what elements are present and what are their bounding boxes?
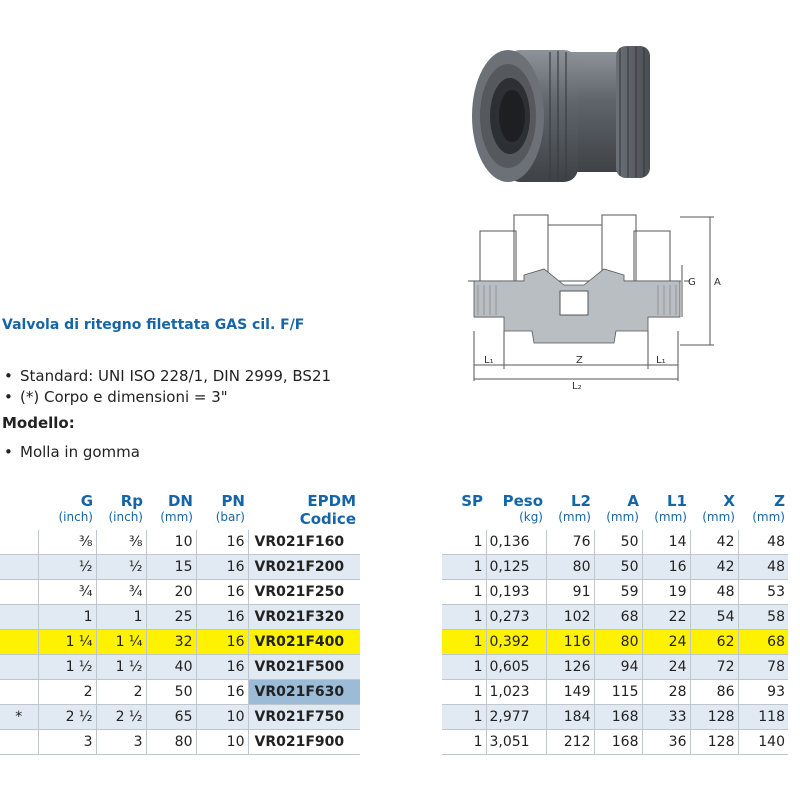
table-cell: 1 ¼ bbox=[38, 630, 96, 655]
table-cell: 22 bbox=[642, 605, 690, 630]
col-header-g: G bbox=[80, 492, 93, 510]
codice-cell: VR021F250 bbox=[248, 580, 360, 605]
right-spec-table bbox=[442, 490, 788, 755]
table-cell: 80 bbox=[546, 555, 594, 580]
table-row bbox=[442, 730, 788, 755]
list-item: • Molla in gomma bbox=[2, 442, 140, 463]
col-header-epdm: EPDM bbox=[307, 492, 356, 510]
table-cell: 2 ½ bbox=[96, 705, 146, 730]
table-cell: 1 bbox=[442, 530, 486, 555]
table-cell: 48 bbox=[738, 555, 788, 580]
table-cell bbox=[0, 630, 38, 655]
unit-a: (mm) bbox=[606, 510, 639, 524]
product-title: Valvola di ritegno filettata GAS cil. F/F bbox=[2, 317, 305, 333]
table-cell bbox=[0, 605, 38, 630]
table-cell: 1 bbox=[442, 555, 486, 580]
table-cell: 20 bbox=[146, 580, 196, 605]
table-cell: 19 bbox=[642, 580, 690, 605]
col-header-l2: L2 bbox=[571, 492, 591, 510]
table-cell: 1 ½ bbox=[38, 655, 96, 680]
table-cell: ⅜ bbox=[38, 530, 96, 555]
table-cell: 16 bbox=[196, 680, 248, 705]
table-row bbox=[0, 680, 360, 705]
table-cell: 94 bbox=[594, 655, 642, 680]
unit-rp: (inch) bbox=[108, 510, 143, 524]
table-cell: 16 bbox=[642, 555, 690, 580]
table-cell: 54 bbox=[690, 605, 738, 630]
table-cell: 68 bbox=[594, 605, 642, 630]
table-row bbox=[442, 580, 788, 605]
table-cell: 1 bbox=[38, 605, 96, 630]
technical-drawing bbox=[464, 205, 730, 390]
table-cell: 1,023 bbox=[486, 680, 546, 705]
table-cell bbox=[0, 730, 38, 755]
table-cell: 128 bbox=[690, 730, 738, 755]
col-header-pn: PN bbox=[221, 492, 245, 510]
table-cell: 24 bbox=[642, 655, 690, 680]
col-header-l1: L1 bbox=[667, 492, 687, 510]
col-header-dn: DN bbox=[167, 492, 193, 510]
col-header-mark bbox=[0, 490, 38, 510]
table-row bbox=[0, 530, 360, 555]
unit-g: (inch) bbox=[58, 510, 93, 524]
table-row bbox=[0, 705, 360, 730]
table-row bbox=[0, 655, 360, 680]
table-cell: 1 bbox=[96, 605, 146, 630]
header-row bbox=[442, 490, 788, 510]
table-cell bbox=[0, 530, 38, 555]
col-header-rp: Rp bbox=[120, 492, 143, 510]
svg-text:L₁: L₁ bbox=[484, 355, 494, 366]
table-cell: 0,125 bbox=[486, 555, 546, 580]
table-cell: 0,193 bbox=[486, 580, 546, 605]
table-cell: 16 bbox=[196, 605, 248, 630]
table-cell: ¾ bbox=[96, 580, 146, 605]
unit-codice: Codice bbox=[299, 510, 356, 528]
table-row bbox=[442, 555, 788, 580]
table-cell: 168 bbox=[594, 705, 642, 730]
table-row bbox=[442, 680, 788, 705]
svg-text:L₁: L₁ bbox=[656, 355, 666, 366]
svg-text:G: G bbox=[688, 277, 696, 288]
table-cell: ¾ bbox=[38, 580, 96, 605]
left-spec-table bbox=[0, 490, 360, 755]
table-cell bbox=[0, 655, 38, 680]
table-row bbox=[0, 730, 360, 755]
unit-row bbox=[0, 510, 360, 530]
col-header-sp: SP bbox=[461, 492, 483, 510]
list-item: • Standard: UNI ISO 228/1, DIN 2999, BS21 bbox=[2, 366, 331, 387]
table-cell bbox=[0, 580, 38, 605]
table-cell: 168 bbox=[594, 730, 642, 755]
table-cell: 42 bbox=[690, 530, 738, 555]
table-cell: 48 bbox=[738, 530, 788, 555]
table-cell: 50 bbox=[594, 555, 642, 580]
table-cell: * bbox=[0, 705, 38, 730]
table-cell: 93 bbox=[738, 680, 788, 705]
table-cell: 0,392 bbox=[486, 630, 546, 655]
standards-list bbox=[2, 366, 331, 408]
col-header-a: A bbox=[627, 492, 639, 510]
table-cell: 10 bbox=[146, 530, 196, 555]
table-cell: 1 bbox=[442, 605, 486, 630]
svg-text:A: A bbox=[714, 277, 721, 288]
table-cell: 1 bbox=[442, 680, 486, 705]
col-header-x: X bbox=[723, 492, 735, 510]
table-cell: 14 bbox=[642, 530, 690, 555]
table-cell: 2 bbox=[38, 680, 96, 705]
table-cell: 149 bbox=[546, 680, 594, 705]
svg-text:L₂: L₂ bbox=[572, 381, 582, 390]
table-cell: 10 bbox=[196, 730, 248, 755]
table-cell: 33 bbox=[642, 705, 690, 730]
table-cell: 2 ½ bbox=[38, 705, 96, 730]
table-cell: 91 bbox=[546, 580, 594, 605]
table-cell: 1 bbox=[442, 630, 486, 655]
table-cell: 24 bbox=[642, 630, 690, 655]
table-cell: 115 bbox=[594, 680, 642, 705]
table-cell: 80 bbox=[594, 630, 642, 655]
codice-cell: VR021F900 bbox=[248, 730, 360, 755]
col-header-peso: Peso bbox=[502, 492, 543, 510]
table-cell: 184 bbox=[546, 705, 594, 730]
codice-cell: VR021F500 bbox=[248, 655, 360, 680]
product-photo bbox=[466, 38, 676, 198]
table-row bbox=[0, 605, 360, 630]
model-list bbox=[2, 442, 140, 463]
table-cell: 62 bbox=[690, 630, 738, 655]
unit-x: (mm) bbox=[702, 510, 735, 524]
list-item: • (*) Corpo e dimensioni = 3" bbox=[2, 387, 331, 408]
table-cell: 3 bbox=[96, 730, 146, 755]
table-row bbox=[442, 655, 788, 680]
table-cell: ⅜ bbox=[96, 530, 146, 555]
table-cell: ½ bbox=[96, 555, 146, 580]
table-row bbox=[442, 530, 788, 555]
table-cell: 1 bbox=[442, 730, 486, 755]
table-cell: 0,136 bbox=[486, 530, 546, 555]
table-row bbox=[442, 605, 788, 630]
table-cell: ½ bbox=[38, 555, 96, 580]
table-cell: 2 bbox=[96, 680, 146, 705]
table-cell: 78 bbox=[738, 655, 788, 680]
table-cell: 76 bbox=[546, 530, 594, 555]
table-cell: 1 ¼ bbox=[96, 630, 146, 655]
table-cell: 3 bbox=[38, 730, 96, 755]
table-cell: 32 bbox=[146, 630, 196, 655]
table-cell: 1 ½ bbox=[96, 655, 146, 680]
table-cell: 36 bbox=[642, 730, 690, 755]
header-row bbox=[0, 490, 360, 510]
table-cell: 53 bbox=[738, 580, 788, 605]
unit-row bbox=[442, 510, 788, 530]
table-cell: 16 bbox=[196, 530, 248, 555]
table-cell: 1 bbox=[442, 655, 486, 680]
codice-cell: VR021F630 bbox=[248, 680, 360, 705]
unit-peso: (kg) bbox=[519, 510, 543, 524]
table-cell: 16 bbox=[196, 580, 248, 605]
unit-l2: (mm) bbox=[558, 510, 591, 524]
model-heading: Modello: bbox=[2, 414, 75, 432]
table-cell: 212 bbox=[546, 730, 594, 755]
table-row bbox=[442, 630, 788, 655]
table-cell: 140 bbox=[738, 730, 788, 755]
table-cell: 16 bbox=[196, 555, 248, 580]
codice-cell: VR021F320 bbox=[248, 605, 360, 630]
codice-cell: VR021F160 bbox=[248, 530, 360, 555]
table-cell: 28 bbox=[642, 680, 690, 705]
table-cell: 128 bbox=[690, 705, 738, 730]
table-cell: 10 bbox=[196, 705, 248, 730]
table-cell: 50 bbox=[146, 680, 196, 705]
table-cell: 50 bbox=[594, 530, 642, 555]
table-cell: 59 bbox=[594, 580, 642, 605]
table-row bbox=[0, 580, 360, 605]
codice-cell: VR021F200 bbox=[248, 555, 360, 580]
table-cell: 3,051 bbox=[486, 730, 546, 755]
unit-dn: (mm) bbox=[160, 510, 193, 524]
table-cell: 16 bbox=[196, 630, 248, 655]
table-cell: 48 bbox=[690, 580, 738, 605]
unit-pn: (bar) bbox=[215, 510, 245, 524]
unit-z: (mm) bbox=[752, 510, 785, 524]
table-cell: 68 bbox=[738, 630, 788, 655]
table-cell: 25 bbox=[146, 605, 196, 630]
col-header-z: Z bbox=[774, 492, 785, 510]
table-cell: 65 bbox=[146, 705, 196, 730]
table-cell: 0,605 bbox=[486, 655, 546, 680]
table-cell: 118 bbox=[738, 705, 788, 730]
table-cell: 15 bbox=[146, 555, 196, 580]
table-cell: 1 bbox=[442, 705, 486, 730]
table-cell: 102 bbox=[546, 605, 594, 630]
table-cell bbox=[0, 680, 38, 705]
table-cell: 86 bbox=[690, 680, 738, 705]
table-cell: 126 bbox=[546, 655, 594, 680]
table-cell: 58 bbox=[738, 605, 788, 630]
unit-sp bbox=[442, 510, 486, 530]
unit-mark bbox=[0, 510, 38, 530]
codice-cell: VR021F750 bbox=[248, 705, 360, 730]
table-cell: 40 bbox=[146, 655, 196, 680]
table-row bbox=[442, 705, 788, 730]
table-cell: 16 bbox=[196, 655, 248, 680]
table-cell: 2,977 bbox=[486, 705, 546, 730]
table-cell: 0,273 bbox=[486, 605, 546, 630]
table-cell: 72 bbox=[690, 655, 738, 680]
table-cell: 1 bbox=[442, 580, 486, 605]
table-cell: 42 bbox=[690, 555, 738, 580]
table-row bbox=[0, 630, 360, 655]
table-cell bbox=[0, 555, 38, 580]
table-row bbox=[0, 555, 360, 580]
table-cell: 116 bbox=[546, 630, 594, 655]
unit-l1: (mm) bbox=[654, 510, 687, 524]
svg-text:Z: Z bbox=[576, 355, 583, 366]
codice-cell: VR021F400 bbox=[248, 630, 360, 655]
table-cell: 80 bbox=[146, 730, 196, 755]
